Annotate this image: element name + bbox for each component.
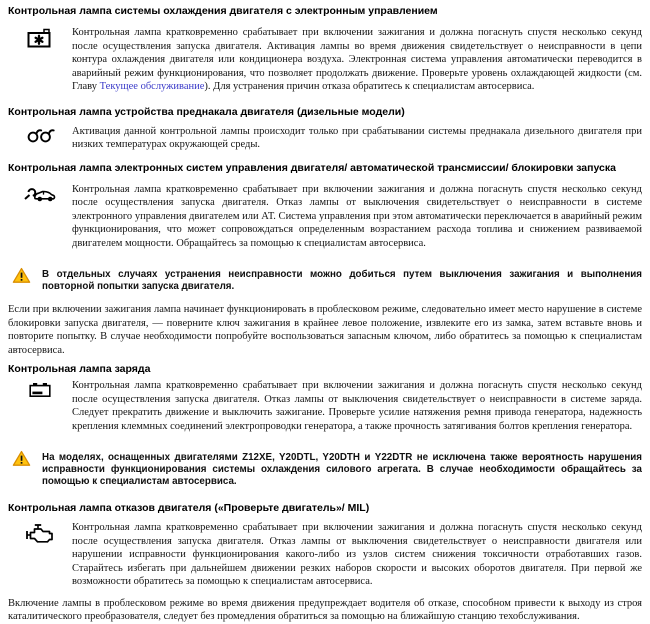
section-heading-electronic: Контрольная лампа электронных систем управления двигателя/ автоматической трансмиссии/ блокировки запуска [8, 161, 616, 174]
section-heading-cooling: Контрольная лампа системы охлаждения двигателя с электронным управлением [8, 5, 438, 17]
warning-restart [8, 266, 642, 293]
car-service-icon-glyph [23, 185, 57, 204]
section-electronic [8, 183, 642, 251]
warning-restart-text: В отдельных случаях устранения неисправности можно добиться путем выключения зажигания и выполнения повторной попытки запуска двигателя. [42, 269, 642, 292]
warning-engines [8, 449, 642, 488]
warning-triangle-icon [8, 266, 42, 284]
battery-icon [8, 379, 72, 398]
section-heading-glow: Контрольная лампа устройства преднакала двигателя (дизельные модели) [8, 105, 405, 118]
section-mil [8, 521, 642, 589]
cooling-text-after: ). Для устранения причин отказа обратитесь к специалистам автосервиса. [204, 81, 535, 92]
engine-icon-glyph [25, 523, 55, 544]
warning-triangle-icon-2 [8, 449, 42, 467]
car-service-icon [8, 183, 72, 204]
warning-engines-text: На моделях, оснащенных двигателями Z12XE, Y20DTL, Y20DTH и Y22DTR не исключена также вероятность нарушения исправности функционирования системы охлаждения силового агрегата. В случае необходимости обращайтесь за помощью к специалистам автосервиса. [42, 452, 642, 487]
immobilizer-paragraph: Если при включении зажигания лампа начинает функционировать в проблесковом режиме, следовательно имеет место нарушение в системе блокировки запуска двигателя, — поверните ключ зажигания в крайнее левое положение, извлеките его из замка, затем вставьте вновь и повторите попытку. В случае необходимости попробуйте воспользоваться запасным ключом, либо обратитесь за помощью к специалистам автосервиса. [8, 304, 642, 356]
section-charge-text: Контрольная лампа кратковременно срабатывает при включении зажигания и должна погаснуть спустя несколько секунд после осуществления запуска двигателя. Отказ лампы от выключения свидетельствует о неисправности в системе заряда. Следует прекратить движение и выключить зажигание. Проверьте усилие натяжения ремня привода генератора, надежность крепления клеммных соединений электропроводки генератора, а также прочность затягивания болтов крепления генератора. [72, 380, 642, 432]
battery-icon-glyph [29, 381, 51, 398]
engine-icon [8, 521, 72, 544]
section-charge [8, 379, 642, 433]
section-cooling [8, 26, 642, 94]
cooling-text-before: Контрольная лампа кратковременно срабатывает при включении зажигания и должна погаснуть спустя несколько секунд после осуществления запуска двигателя. Активация лампы во время движения свидетельствует о неисправности в цепи контура охлаждения двигателя или кондиционера воздуха. Электронная система управления автоматически переводится в аварийный режим функционирования, что позволяет продолжать движение. Проверьте уровень охлаждающей жидкости (см. Главу [72, 27, 642, 92]
glow-plug-icon [8, 125, 72, 144]
warning-triangle-icon-glyph [12, 267, 31, 284]
coolant-electronic-icon [8, 26, 72, 49]
section-mil-text: Контрольная лампа кратковременно срабатывает при включении зажигания и должна погаснуть спустя несколько секунд после осуществления запуска двигателя. Отказ лампы от выключения свидетельствует о неисправности двигателя или нарушении исправности функционирования какого-либо из узлов систем снижения токсичности отработавших газов. Старайтесь избегать при дальнейшем движении резких наборов скорости и высоких оборотов двигателя. При первой же возможности обратитесь за помощью к специалистам автосервиса. [72, 522, 642, 587]
warning-triangle-icon-2-glyph [12, 450, 31, 467]
glow-plug-icon-glyph [25, 127, 55, 144]
coolant-electronic-icon-glyph [27, 28, 54, 49]
section-electronic-text: Контрольная лампа кратковременно срабатывает при включении зажигания и должна погаснуть спустя несколько секунд после осуществления запуска двигателя. Отказ лампы от выключения свидетельствует о неисправности в системе электронного управления двигателем или АТ. Система управления при этом автоматически переключается в аварийный режим функционирования, что может сопровождаться определенным возрастанием расхода топлива и снижением развиваемой двигателем мощности. Обращайтесь за помощью к специалистам автосервиса. [72, 183, 642, 249]
section-cooling-text [72, 26, 642, 94]
section-glow [8, 125, 642, 152]
section-heading-charge: Контрольная лампа заряда [8, 363, 151, 375]
section-glow-text: Активация данной контрольной лампы происходит только при срабатывании системы преднакала дизельного двигателя при низких температурах окружающей среды. [72, 125, 642, 150]
section-heading-mil: Контрольная лампа отказов двигателя («Проверьте двигатель»/ MIL) [8, 502, 370, 514]
maintenance-chapter-link[interactable]: Текущее обслуживание [99, 81, 205, 92]
mil-flash-paragraph: Включение лампы в проблесковом режиме во время движения предупреждает водителя об отказе, способном привести к выходу из строя каталитического преобразователя, следует без промедления обратиться за помощью на ближайшую станцию техобслуживания. [8, 597, 642, 622]
